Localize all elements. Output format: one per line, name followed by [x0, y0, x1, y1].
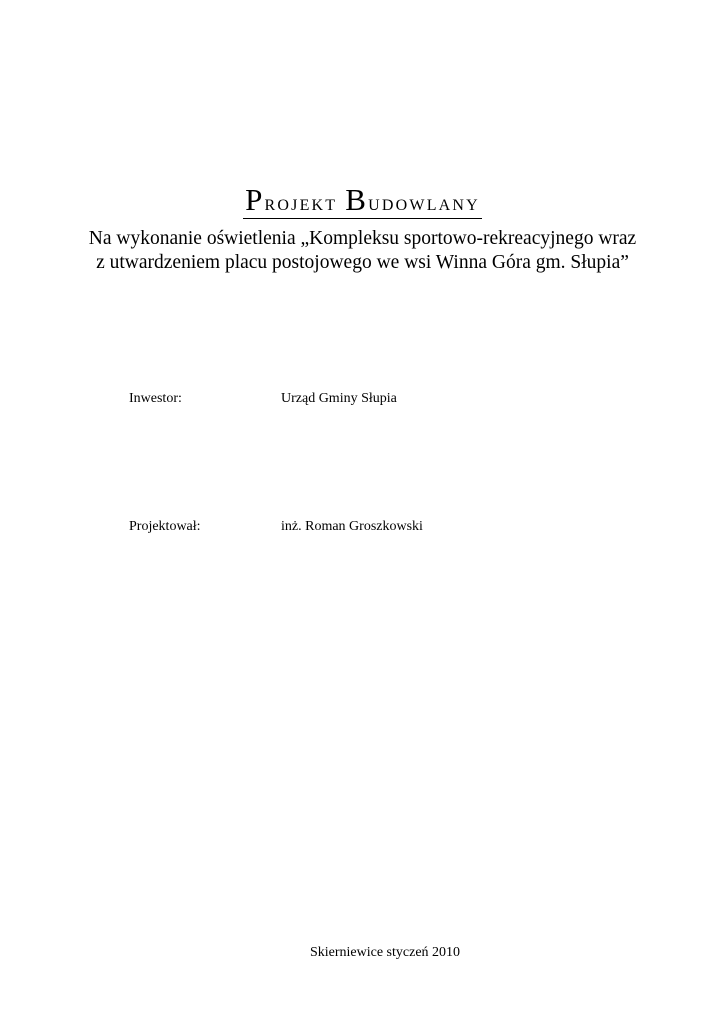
title-initial-2: B [345, 182, 369, 217]
investor-value: Urząd Gminy Słupia [281, 391, 397, 406]
designer-label: Projektował: [129, 519, 201, 534]
document-title [243, 182, 482, 219]
title-initial-1: P [245, 182, 265, 217]
title-container [0, 182, 725, 219]
investor-label: Inwestor: [129, 391, 182, 406]
subtitle-line-2: z utwardzeniem placu postojowego we wsi Winna Góra gm. Słupia” [96, 252, 629, 273]
title-word-2: udowlany [368, 190, 480, 215]
place-date-footer: Skierniewice styczeń 2010 [309, 945, 461, 960]
subtitle-line-1: Na wykonanie oświetlenia „Kompleksu sportowo-rekreacyjnego wraz [88, 228, 637, 249]
designer-value: inż. Roman Groszkowski [281, 519, 423, 534]
document-subtitle [0, 227, 725, 275]
title-word-1: rojekt [264, 190, 338, 215]
